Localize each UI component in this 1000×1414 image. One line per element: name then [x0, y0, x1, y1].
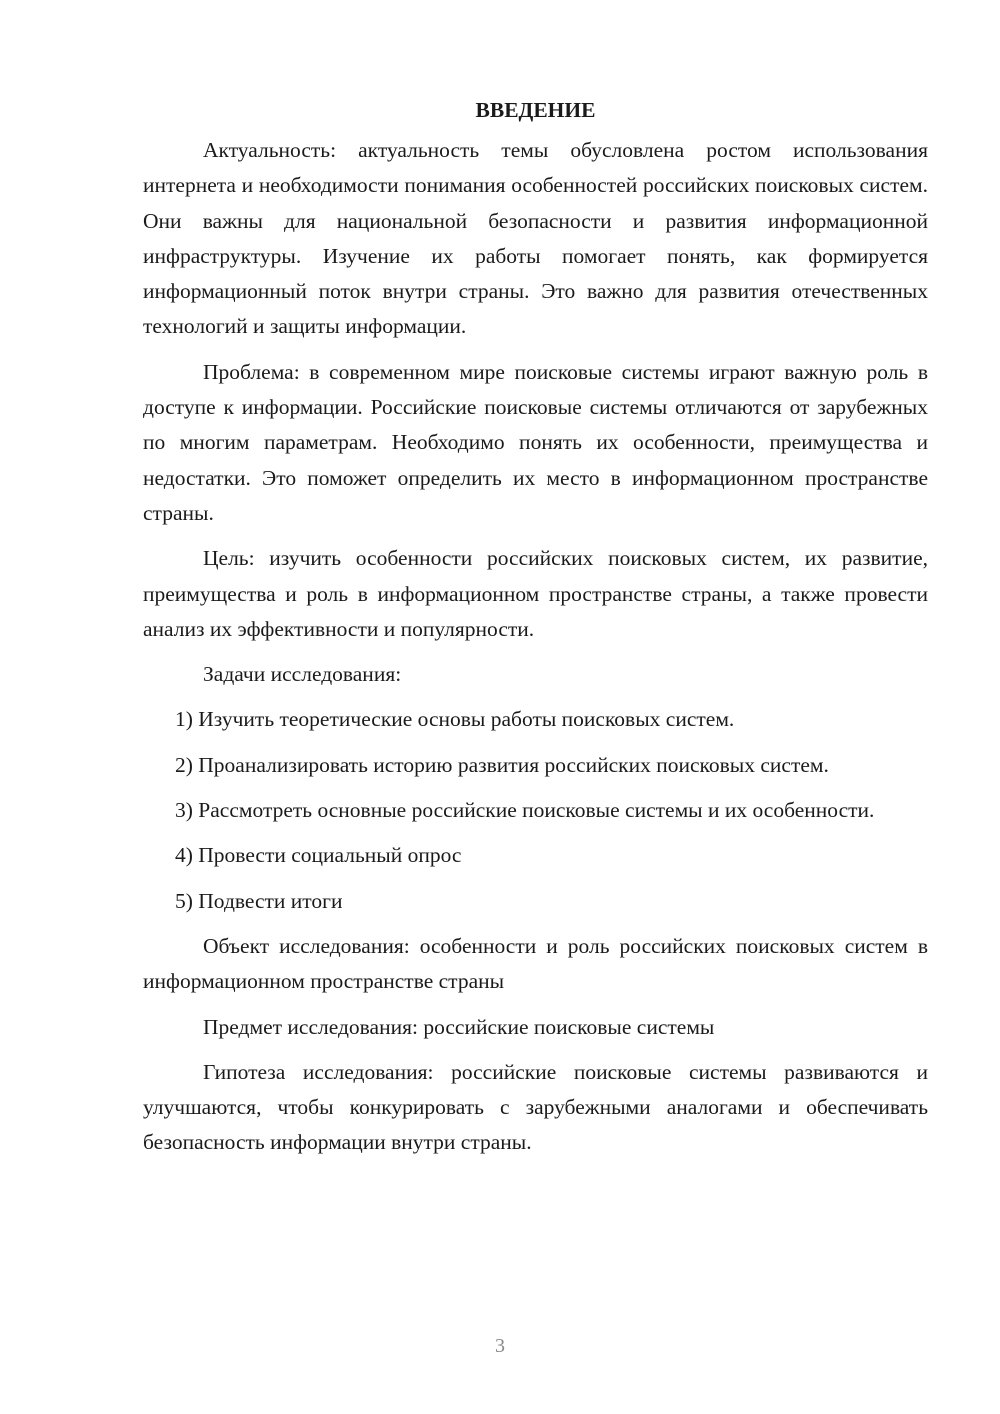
task-item-2: 2) Проанализировать историю развития российских поисковых систем. [175, 752, 829, 777]
task-item-4: 4) Провести социальный опрос [175, 843, 462, 868]
task-item-1: 1) Изучить теоретические основы работы поисковых систем. [175, 707, 735, 732]
paragraph-object: Объект исследования: особенности и роль российских поисковых систем в информационном пространстве страны [143, 933, 928, 994]
paragraph-problem: Проблема: в современном мире поисковые системы играют важную роль в доступе к информации. Российские поисковые системы отличаются от зарубежных по многим параметрам. Необходимо понять их особенности, преимущества и недостатки. Это поможет определить их место в информационном пространстве страны. [143, 359, 928, 525]
task-item-5: 5) Подвести итоги [175, 888, 343, 913]
paragraph-goal: Цель: изучить особенности российских поисковых систем, их развитие, преимущества и роль в информационном пространстве страны, а также провести анализ их эффективности и популярности. [143, 546, 928, 641]
page-number: 3 [495, 1335, 505, 1357]
document-page [143, 92, 928, 1161]
paragraph-relevance: Актуальность: актуальность темы обусловлена ростом использования интернета и необходимости понимания особенностей российских поисковых систем. Они важны для национальной безопасности и развития информационной инфраструктуры. Изучение их работы помогает понять, как формируется информационный поток внутри страны. Это важно для развития отечественных технологий и защиты информации. [143, 138, 928, 339]
paragraph-subject: Предмет исследования: российские поисковые системы [203, 1014, 715, 1039]
paragraph-hypothesis: Гипотеза исследования: российские поисковые системы развиваются и улучшаются, чтобы конкурировать с зарубежными аналогами и обеспечивать безопасность информации внутри страны. [143, 1059, 928, 1155]
task-item-3: 3) Рассмотреть основные российские поисковые системы и их особенности. [175, 798, 875, 823]
tasks-heading: Задачи исследования: [203, 662, 402, 687]
page-title: ВВЕДЕНИЕ [475, 98, 596, 122]
